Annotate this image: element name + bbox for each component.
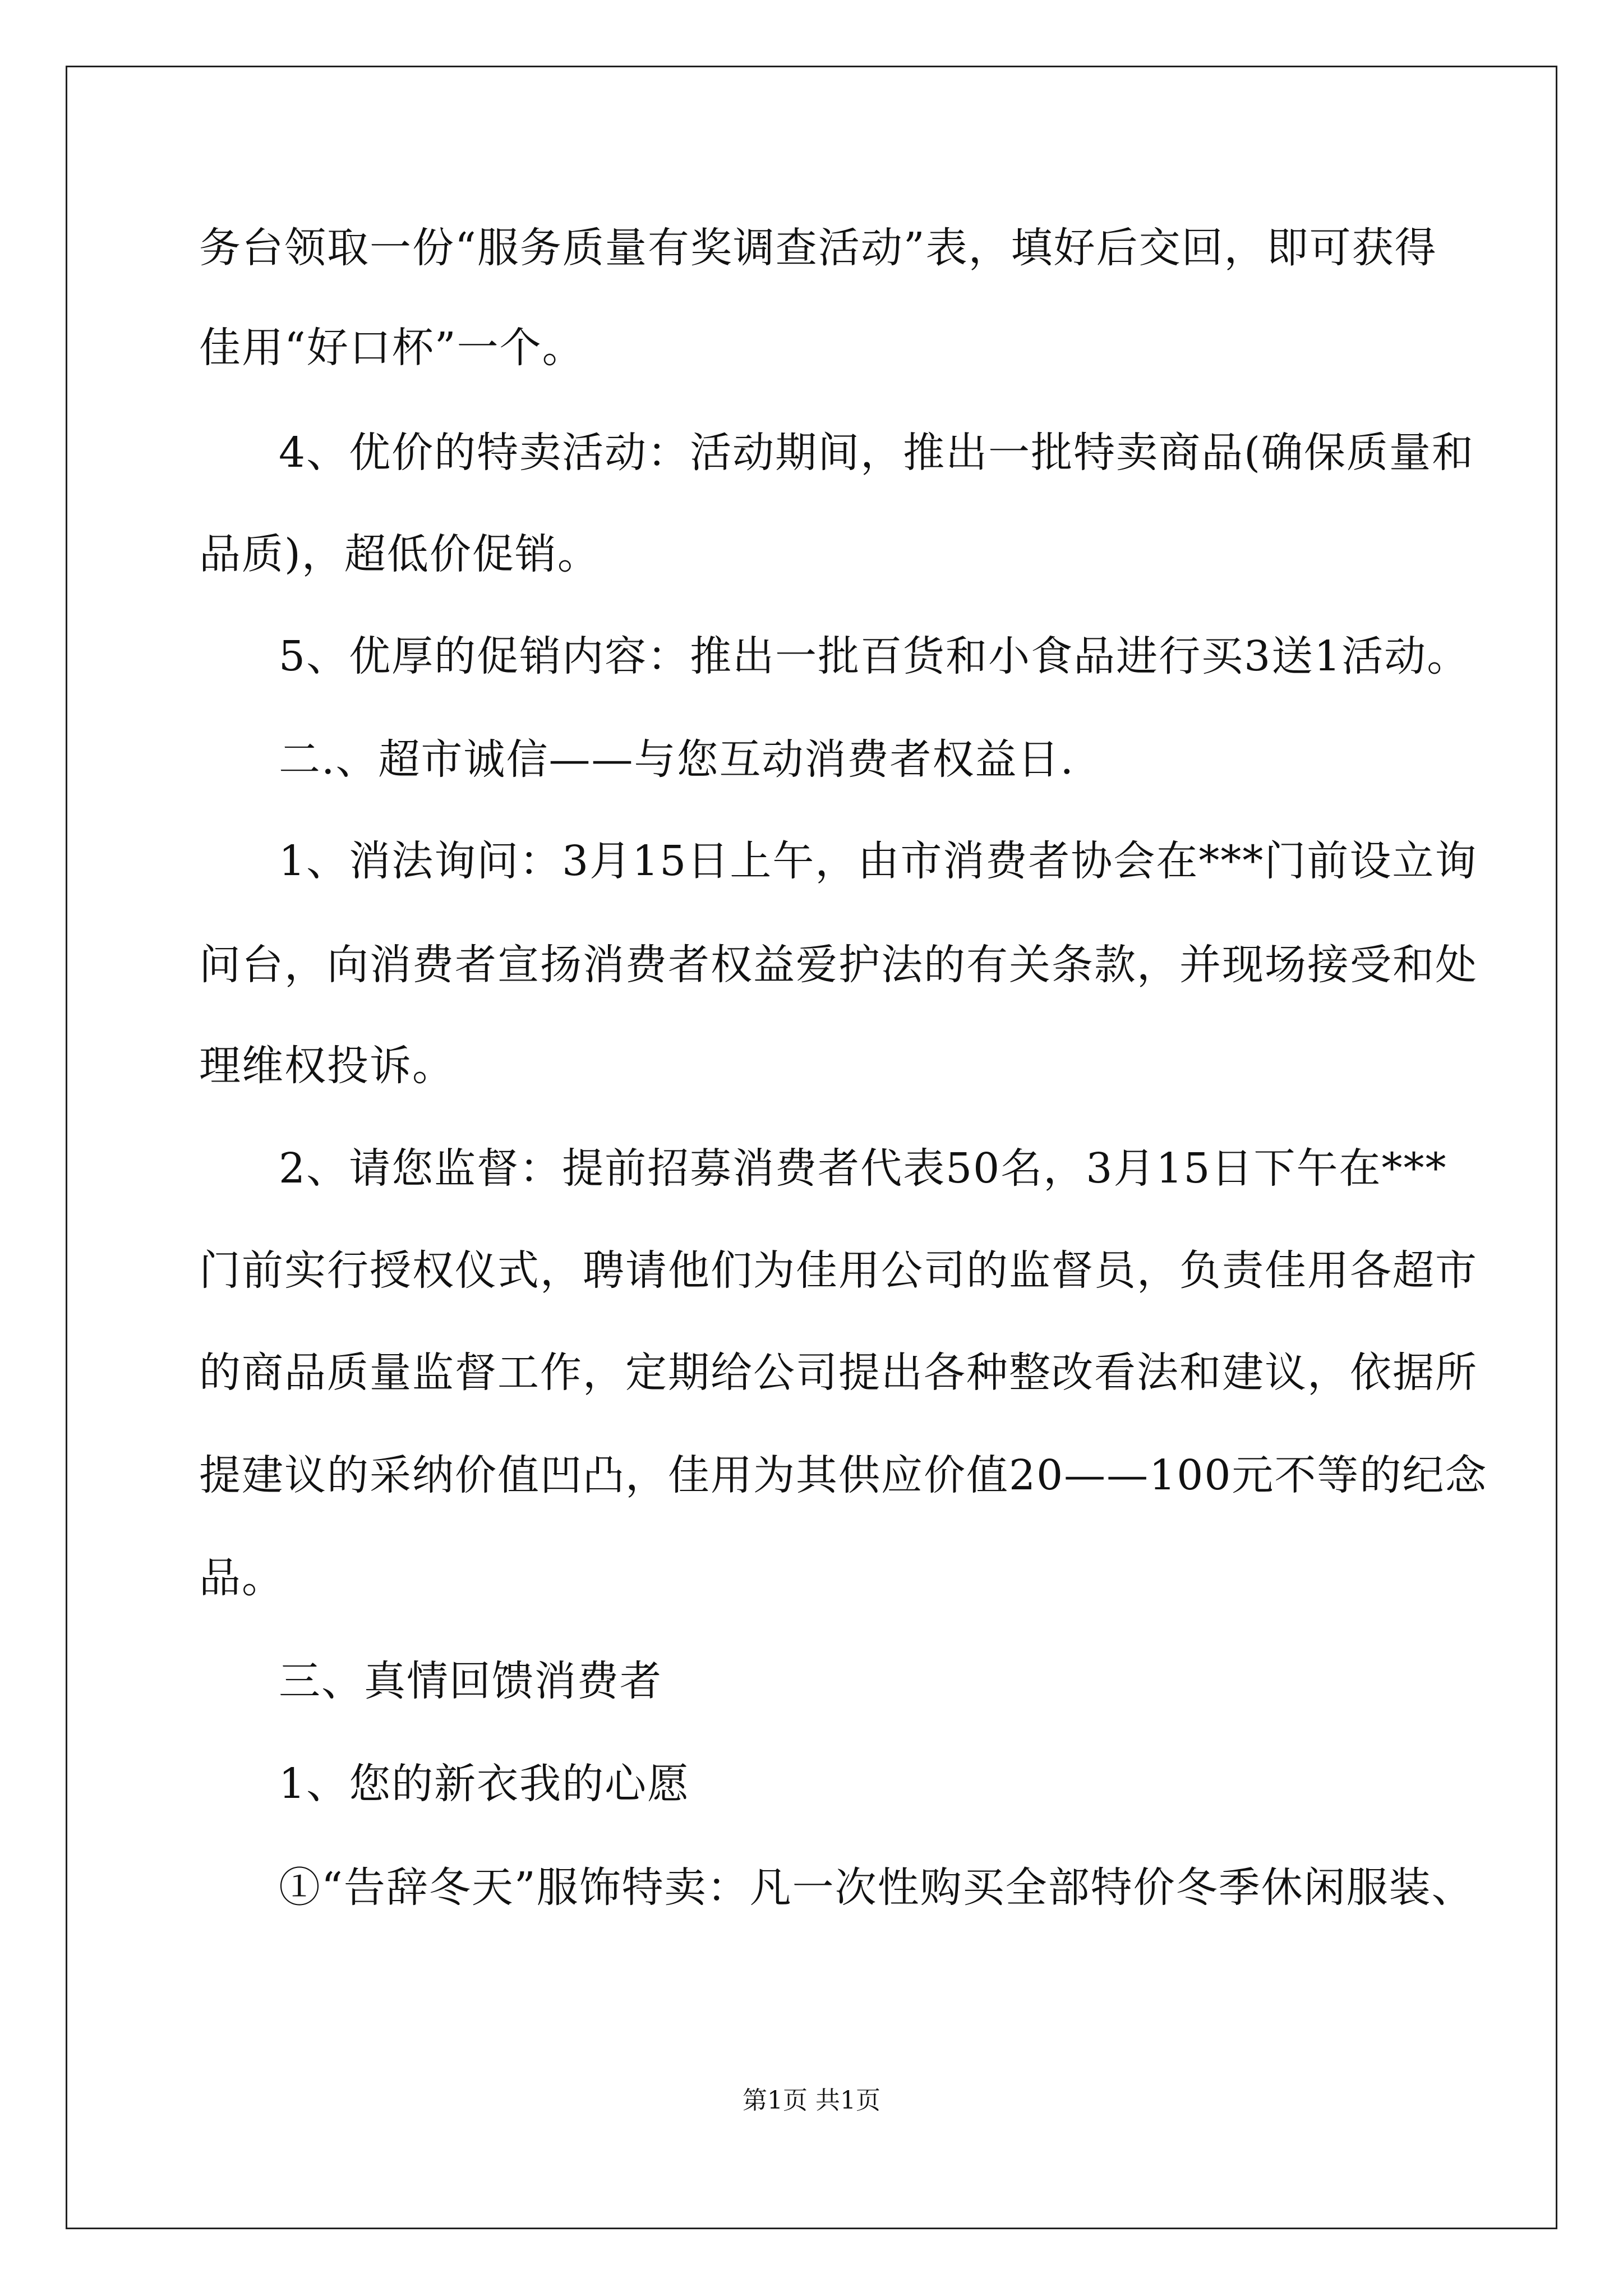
text-line: 4、优价的特卖活动：活动期间，推出一批特卖商品(确保质量和 xyxy=(279,429,1474,477)
subsection-heading: 1、您的新衣我的心愿 xyxy=(279,1760,690,1808)
text-line: 的商品质量监督工作，定期给公司提出各种整改看法和建议，依据所 xyxy=(199,1349,1478,1397)
section-heading: 三、真情回馈消费者 xyxy=(279,1657,662,1705)
text-line: 品质)，超低价促销。 xyxy=(199,530,600,578)
text-line: ①“告辞冬天”服饰特卖：凡一次性购买全部特价冬季休闲服装、 xyxy=(279,1864,1474,1912)
text-line: 问台，向消费者宣扬消费者权益爱护法的有关条款，并现场接受和处 xyxy=(199,941,1478,989)
text-line: 2、请您监督：提前招募消费者代表50名，3月15日下午在*** xyxy=(279,1144,1447,1193)
text-line: 提建议的采纳价值凹凸，佳用为其供应价值20——100元不等的纪念 xyxy=(199,1451,1488,1499)
text-line: 佳用“好口杯”一个。 xyxy=(199,324,585,372)
text-line: 1、消法询问：3月15日上午，由市消费者协会在***门前设立询 xyxy=(279,837,1478,885)
text-line: 务台领取一份“服务质量有奖调查活动”表，填好后交回，即可获得 xyxy=(199,224,1437,272)
text-line: 门前实行授权仪式，聘请他们为佳用公司的监督员，负责佳用各超市 xyxy=(199,1246,1478,1295)
text-line: 理维权投诉。 xyxy=(199,1042,455,1090)
page-footer: 第1页 共1页 xyxy=(743,2086,880,2115)
section-heading: 二.、超市诚信——与您互动消费者权益日. xyxy=(279,735,1075,784)
text-line: 品。 xyxy=(199,1554,284,1602)
text-line: 5、优厚的促销内容：推出一批百货和小食品进行买3送1活动。 xyxy=(279,632,1470,680)
